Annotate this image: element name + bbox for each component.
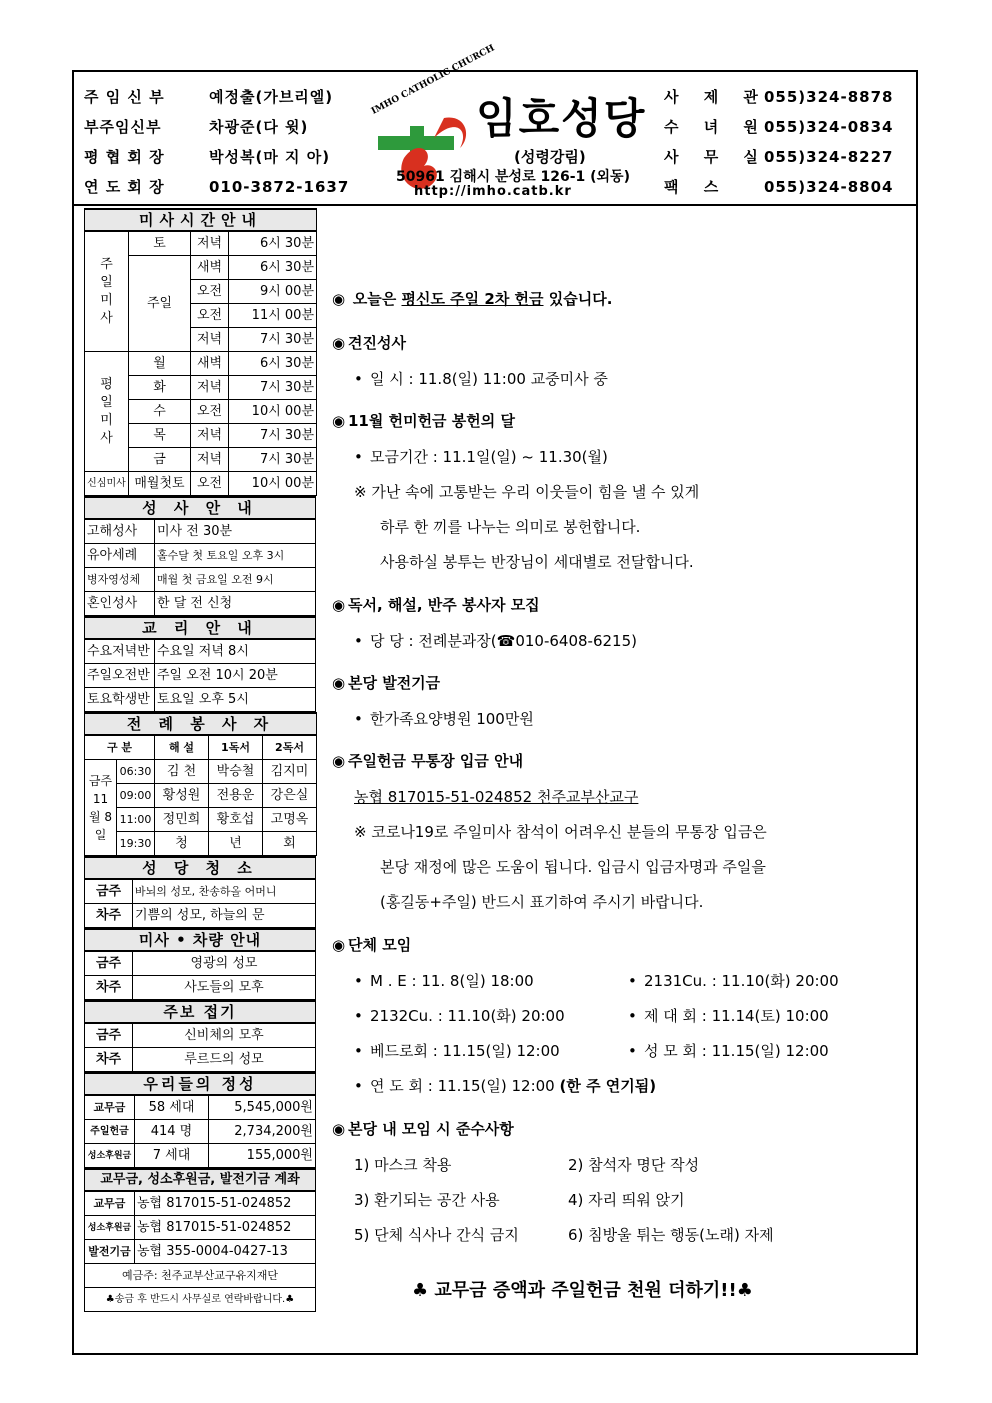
notice-line: [354, 368, 608, 389]
mass-hour: 7시 30분: [229, 424, 317, 448]
dot-icon: •: [354, 1042, 363, 1060]
mass-time-of-day: 오전: [191, 472, 229, 496]
church-subtitle: (성령강림): [514, 148, 586, 166]
clergy-list: [84, 82, 354, 202]
ministry-title: 전 례 봉 사 자: [85, 713, 317, 735]
meeting-item: [354, 1075, 656, 1096]
clergy-title: 주 임 신 부: [84, 88, 165, 106]
offering-type: 주일헌금: [85, 1120, 135, 1144]
account-type: 교무금: [85, 1191, 135, 1216]
notice-text: 사용하실 봉투는 반장님이 세대별로 전달합니다.: [380, 553, 694, 571]
mass-schedule-title: 미사시간안내: [85, 209, 317, 231]
rule-item: 2) 참석자 명단 작성: [568, 1156, 700, 1174]
sacrament-name: 병자영성체: [85, 568, 155, 592]
mass-day: 목: [129, 424, 191, 448]
mass-time-of-day: 새벽: [191, 352, 229, 376]
parking-table: [84, 928, 316, 1000]
mass-day: 월: [129, 352, 191, 376]
doctrine-time: 토요일 오후 5시: [155, 688, 316, 712]
contact-row: [664, 172, 914, 202]
account-number: 농협 355-0004-0427-13: [135, 1240, 316, 1264]
account-type: 성소후원금: [85, 1216, 135, 1240]
offering-amount: 5,545,000원: [209, 1095, 316, 1120]
notice-volunteer: [332, 594, 540, 615]
mass-hour: 10시 00분: [229, 472, 317, 496]
notice-second-collection: [332, 288, 612, 309]
closing-slogan: ♣ 교무금 증액과 주일헌금 천원 더하기!!♣: [412, 1280, 753, 1301]
rule-item: 3) 환기되는 공간 사용: [354, 1191, 500, 1209]
mass-hour: 7시 30분: [229, 448, 317, 472]
cross-horizontal: [378, 136, 454, 150]
clergy-name: 예정출(가브리엘): [209, 88, 334, 106]
clergy-title: 연 도 회 장: [84, 178, 165, 196]
bulletin-frame: [72, 43, 918, 1355]
account-title: 교무금, 성소후원금, 발전기금 계좌: [85, 1169, 316, 1191]
notice-text: 한가족요양병원 100만원: [370, 710, 534, 728]
ministry-narrator: 청: [155, 832, 209, 856]
clergy-title: 평 협 회 장: [84, 148, 165, 166]
cleaning-table: [84, 856, 316, 928]
ministry-narrator: 김 천: [155, 760, 209, 784]
meeting-item: [628, 1040, 829, 1061]
contact-label: 수 녀 원: [664, 118, 768, 136]
sacrament-info: 미사 전 30분: [155, 519, 316, 544]
ministry-reader1: 전용운: [209, 784, 263, 808]
notice-heading: 본당 내 모임 시 준수사항: [348, 1120, 514, 1138]
meeting-text: 2132Cu. : 11.10(화) 20:00: [370, 1007, 565, 1025]
parking-group: 사도들의 모후: [133, 976, 316, 1000]
ministry-head: 구 분: [85, 735, 155, 760]
info-sidebar: [84, 208, 316, 1312]
church-name: 임호성당: [476, 94, 647, 143]
dot-icon: •: [354, 448, 363, 466]
offering-amount: 2,734,200원: [209, 1120, 316, 1144]
doctrine-time: 주일 오전 10시 20분: [155, 664, 316, 688]
clergy-name: 010-3872-1637: [209, 178, 350, 196]
target-mark-icon: ◉: [332, 752, 346, 770]
clergy-title: 부주임신부: [84, 118, 162, 136]
ministry-head: 1독서: [209, 735, 263, 760]
mass-day: 매월첫토: [129, 472, 191, 496]
parking-title: 미사 • 차량 안내: [85, 929, 316, 951]
mass-hour: 9시 00분: [229, 280, 317, 304]
mass-hour: 10시 00분: [229, 400, 317, 424]
notice-text: 하루 한 끼를 나누는 의미로 봉헌합니다.: [380, 518, 641, 536]
ministry-time: 06:30: [117, 760, 155, 784]
ministry-time: 09:00: [117, 784, 155, 808]
clergy-row: [84, 142, 354, 172]
mass-hour: 7시 30분: [229, 328, 317, 352]
contact-label: 사 제 관: [664, 88, 768, 106]
special-mass-label: 신심미사: [85, 472, 129, 496]
mass-time-of-day: 새벽: [191, 256, 229, 280]
notice-text: 오늘은: [352, 290, 402, 308]
dot-icon: •: [628, 972, 637, 990]
account-depositor: 예금주: 천주교부산교구유지재단: [85, 1264, 316, 1288]
meeting-text: 제 대 회 : 11.14(토) 10:00: [644, 1007, 829, 1025]
clergy-name: 박성복(마 지 아): [209, 148, 331, 166]
mass-time-of-day: 저녁: [191, 231, 229, 256]
dot-icon: •: [354, 632, 363, 650]
ministry-reader2: 강은실: [263, 784, 317, 808]
dot-icon: •: [628, 1007, 637, 1025]
mass-hour: 6시 30분: [229, 256, 317, 280]
sunday-mass-label: [85, 231, 129, 352]
week-label: 차주: [85, 904, 133, 928]
rule-item: 1) 마스크 착용: [354, 1156, 452, 1174]
notice-line: [354, 446, 608, 467]
weekday-mass-label-text: 평일미사: [100, 376, 113, 446]
mass-schedule-table: [84, 208, 317, 496]
ministry-time: 19:30: [117, 832, 155, 856]
account-number: 농협 817015-51-024852: [135, 1191, 316, 1216]
notice-development-fund: [332, 672, 440, 693]
notice-text: 본당 재정에 많은 도움이 됩니다. 입금시 입금자명과 주일을: [380, 858, 766, 876]
contact-list: [664, 82, 914, 202]
meeting-postponed: (한 주 연기됨): [559, 1077, 657, 1095]
week-label: 금주: [85, 879, 133, 904]
meeting-item: [354, 1005, 565, 1026]
offering-amount: 155,000원: [209, 1144, 316, 1168]
ministry-date: [85, 760, 117, 856]
contact-phone: 055)324-8227: [764, 148, 894, 166]
cleaning-title: 성 당 청 소: [85, 857, 316, 879]
target-mark-icon: ◉: [332, 674, 346, 692]
rule-item: 6) 침방울 튀는 행동(노래) 자제: [568, 1226, 774, 1244]
ministry-head: 2독서: [263, 735, 317, 760]
dot-icon: •: [354, 710, 363, 728]
mass-time-of-day: 저녁: [191, 328, 229, 352]
doctrine-class: 주일오전반: [85, 664, 155, 688]
notice-group-meetings: [332, 934, 411, 955]
sunday-mass-label-text: 주일미사: [100, 256, 113, 326]
offering-count: 414 명: [135, 1120, 209, 1144]
notice-heading: 11월 헌미헌금 봉헌의 달: [348, 412, 515, 430]
notice-text: 모금기간 : 11.1일(일) ~ 11.30(월): [370, 448, 608, 466]
fold-table: [84, 1000, 316, 1072]
meeting-item: [354, 970, 534, 991]
meeting-text: 2131Cu. : 11.10(화) 20:00: [644, 972, 839, 990]
sacrament-name: 유아세례: [85, 544, 155, 568]
meeting-text: 베드로회 : 11.15(일) 12:00: [370, 1042, 560, 1060]
mass-day: 금: [129, 448, 191, 472]
clergy-row: [84, 112, 354, 142]
church-url[interactable]: http://imho.catb.kr: [414, 184, 572, 199]
meeting-text: M . E : 11. 8(일) 18:00: [370, 972, 534, 990]
fold-group: 루르드의 성모: [133, 1048, 316, 1072]
ministry-reader2: 고명옥: [263, 808, 317, 832]
offering-table: [84, 1072, 316, 1168]
mass-time-of-day: 오전: [191, 304, 229, 328]
clergy-row: [84, 172, 354, 202]
mass-time-of-day: 오전: [191, 280, 229, 304]
notice-text: 있습니다.: [543, 290, 613, 308]
contact-label: 팩 스: [664, 178, 729, 196]
ministry-head: 해 설: [155, 735, 209, 760]
doctrine-table: [84, 616, 316, 712]
sacrament-title: 성 사 안 내: [85, 497, 316, 519]
notice-text: ※ 코로나19로 주일미사 참석이 어려우신 분들의 무통장 입금은: [354, 823, 767, 841]
ministry-time: 11:00: [117, 808, 155, 832]
clergy-name: 차광준(다 윗): [209, 118, 309, 136]
clergy-row: [84, 82, 354, 112]
contact-phone: 055)324-8804: [764, 178, 894, 196]
meeting-text: 성 모 회 : 11.15(일) 12:00: [644, 1042, 829, 1060]
church-english-name: IMHO CATHOLIC CHURCH: [370, 43, 497, 117]
ministry-reader1: 황호섭: [209, 808, 263, 832]
notice-heading: 견진성사: [348, 334, 406, 352]
week-label: 차주: [85, 1048, 133, 1072]
offering-count: 58 세대: [135, 1095, 209, 1120]
target-mark-icon: ◉: [332, 1120, 346, 1138]
mass-time-of-day: 오전: [191, 400, 229, 424]
offering-type: 성소후원금: [85, 1144, 135, 1168]
offering-count: 7 세대: [135, 1144, 209, 1168]
notice-bank-transfer: [332, 750, 523, 771]
rule-item: 5) 단체 식사나 간식 금지: [354, 1226, 519, 1244]
church-address: 50961 김해시 분성로 126-1 (외동): [396, 169, 630, 185]
ministry-reader1: 박승철: [209, 760, 263, 784]
target-mark-icon: ◉: [332, 936, 346, 954]
mass-time-of-day: 저녁: [191, 424, 229, 448]
target-mark-icon: ◉: [332, 290, 346, 308]
sacrament-name: 혼인성사: [85, 592, 155, 616]
fold-group: 신비체의 모후: [133, 1023, 316, 1048]
week-label: 금주: [85, 1023, 133, 1048]
dot-icon: •: [628, 1042, 637, 1060]
parking-group: 영광의 성모: [133, 951, 316, 976]
account-type: 발전기금: [85, 1240, 135, 1264]
notice-heading: 본당 발전기금: [348, 674, 441, 692]
sacrament-name: 고해성사: [85, 519, 155, 544]
mass-day: 주일: [129, 256, 191, 352]
notice-highlight: 평신도 주일 2차 헌금: [401, 290, 544, 308]
contact-phone: 055)324-8878: [764, 88, 894, 106]
meeting-item: [628, 970, 839, 991]
target-mark-icon: ◉: [332, 334, 346, 352]
meeting-text: 연 도 회 : 11.15(일) 12:00: [370, 1077, 560, 1095]
dot-icon: •: [354, 972, 363, 990]
doctrine-class: 수요저녁반: [85, 639, 155, 664]
mass-day: 화: [129, 376, 191, 400]
contact-row: [664, 112, 914, 142]
notice-meeting-rules: [332, 1118, 514, 1139]
notice-heading: 독서, 해설, 반주 봉사자 모집: [348, 596, 540, 614]
target-mark-icon: ◉: [332, 412, 346, 430]
fold-title: 주보 접기: [85, 1001, 316, 1023]
ministry-reader2: 회: [263, 832, 317, 856]
notice-line: [354, 708, 534, 729]
meeting-item: [628, 1005, 829, 1026]
mass-hour: 6시 30분: [229, 352, 317, 376]
ministry-narrator: 정민희: [155, 808, 209, 832]
mass-hour: 6시 30분: [229, 231, 317, 256]
dot-icon: •: [354, 1077, 363, 1095]
contact-row: [664, 82, 914, 112]
mass-time-of-day: 저녁: [191, 376, 229, 400]
mass-time-of-day: 저녁: [191, 448, 229, 472]
sacrament-table: [84, 496, 316, 616]
notice-heading: 주일헌금 무통장 입금 안내: [348, 752, 524, 770]
notice-line: [354, 630, 637, 651]
notice-text: 당 당 : 전례분과장(☎010-6408-6215): [370, 632, 637, 650]
notice-confirmation: [332, 332, 406, 353]
bank-account: 농협 817015-51-024852 천주교부산교구: [354, 788, 639, 806]
ministry-table: [84, 712, 317, 856]
ministry-reader2: 김지미: [263, 760, 317, 784]
notice-text: (홍길동+주일) 반드시 표기하여 주시기 바랍니다.: [380, 893, 704, 911]
dot-icon: •: [354, 1007, 363, 1025]
weekday-mass-label: [85, 352, 129, 472]
week-label: 차주: [85, 976, 133, 1000]
notice-text: ※ 가난 속에 고통받는 우리 이웃들이 힘을 낼 수 있게: [354, 483, 700, 501]
offering-title: 우리들의 정성: [85, 1073, 316, 1095]
mass-day: 토: [129, 231, 191, 256]
account-number: 농협 817015-51-024852: [135, 1216, 316, 1240]
transfer-notice: ♣송금 후 반드시 사무실로 연락바랍니다.♣: [85, 1288, 316, 1312]
doctrine-class: 토요학생반: [85, 688, 155, 712]
contact-row: [664, 142, 914, 172]
contact-label: 사 무 실: [664, 148, 768, 166]
sacrament-info: 한 달 전 신청: [155, 592, 316, 616]
target-mark-icon: ◉: [332, 596, 346, 614]
doctrine-title: 교 리 안 내: [85, 617, 316, 639]
account-table: [84, 1168, 316, 1312]
ministry-narrator: 황성원: [155, 784, 209, 808]
cleaning-group: 기쁨의 성모, 하늘의 문: [133, 904, 316, 928]
notice-text: 일 시 : 11.8(일) 11:00 교중미사 중: [370, 370, 608, 388]
mass-hour: 11시 00분: [229, 304, 317, 328]
meeting-item: [354, 1040, 560, 1061]
rule-item: 4) 자리 띄워 앉기: [568, 1191, 685, 1209]
mass-hour: 7시 30분: [229, 376, 317, 400]
ministry-reader1: 년: [209, 832, 263, 856]
cleaning-group: 바뇌의 성모, 찬송하올 어머니: [133, 879, 316, 904]
contact-phone: 055)324-0834: [764, 118, 894, 136]
sacrament-info: 홀수달 첫 토요일 오후 3시: [155, 544, 316, 568]
mass-day: 수: [129, 400, 191, 424]
notice-heading: 단체 모임: [348, 936, 412, 954]
notice-rice-offering: [332, 410, 515, 431]
ministry-date-text: 금주 11월 8일: [88, 773, 113, 842]
bulletin-header: [74, 43, 916, 206]
doctrine-time: 수요일 저녁 8시: [155, 639, 316, 664]
week-label: 금주: [85, 951, 133, 976]
dot-icon: •: [354, 370, 363, 388]
offering-type: 교무금: [85, 1095, 135, 1120]
sacrament-info: 매월 첫 금요일 오전 9시: [155, 568, 316, 592]
